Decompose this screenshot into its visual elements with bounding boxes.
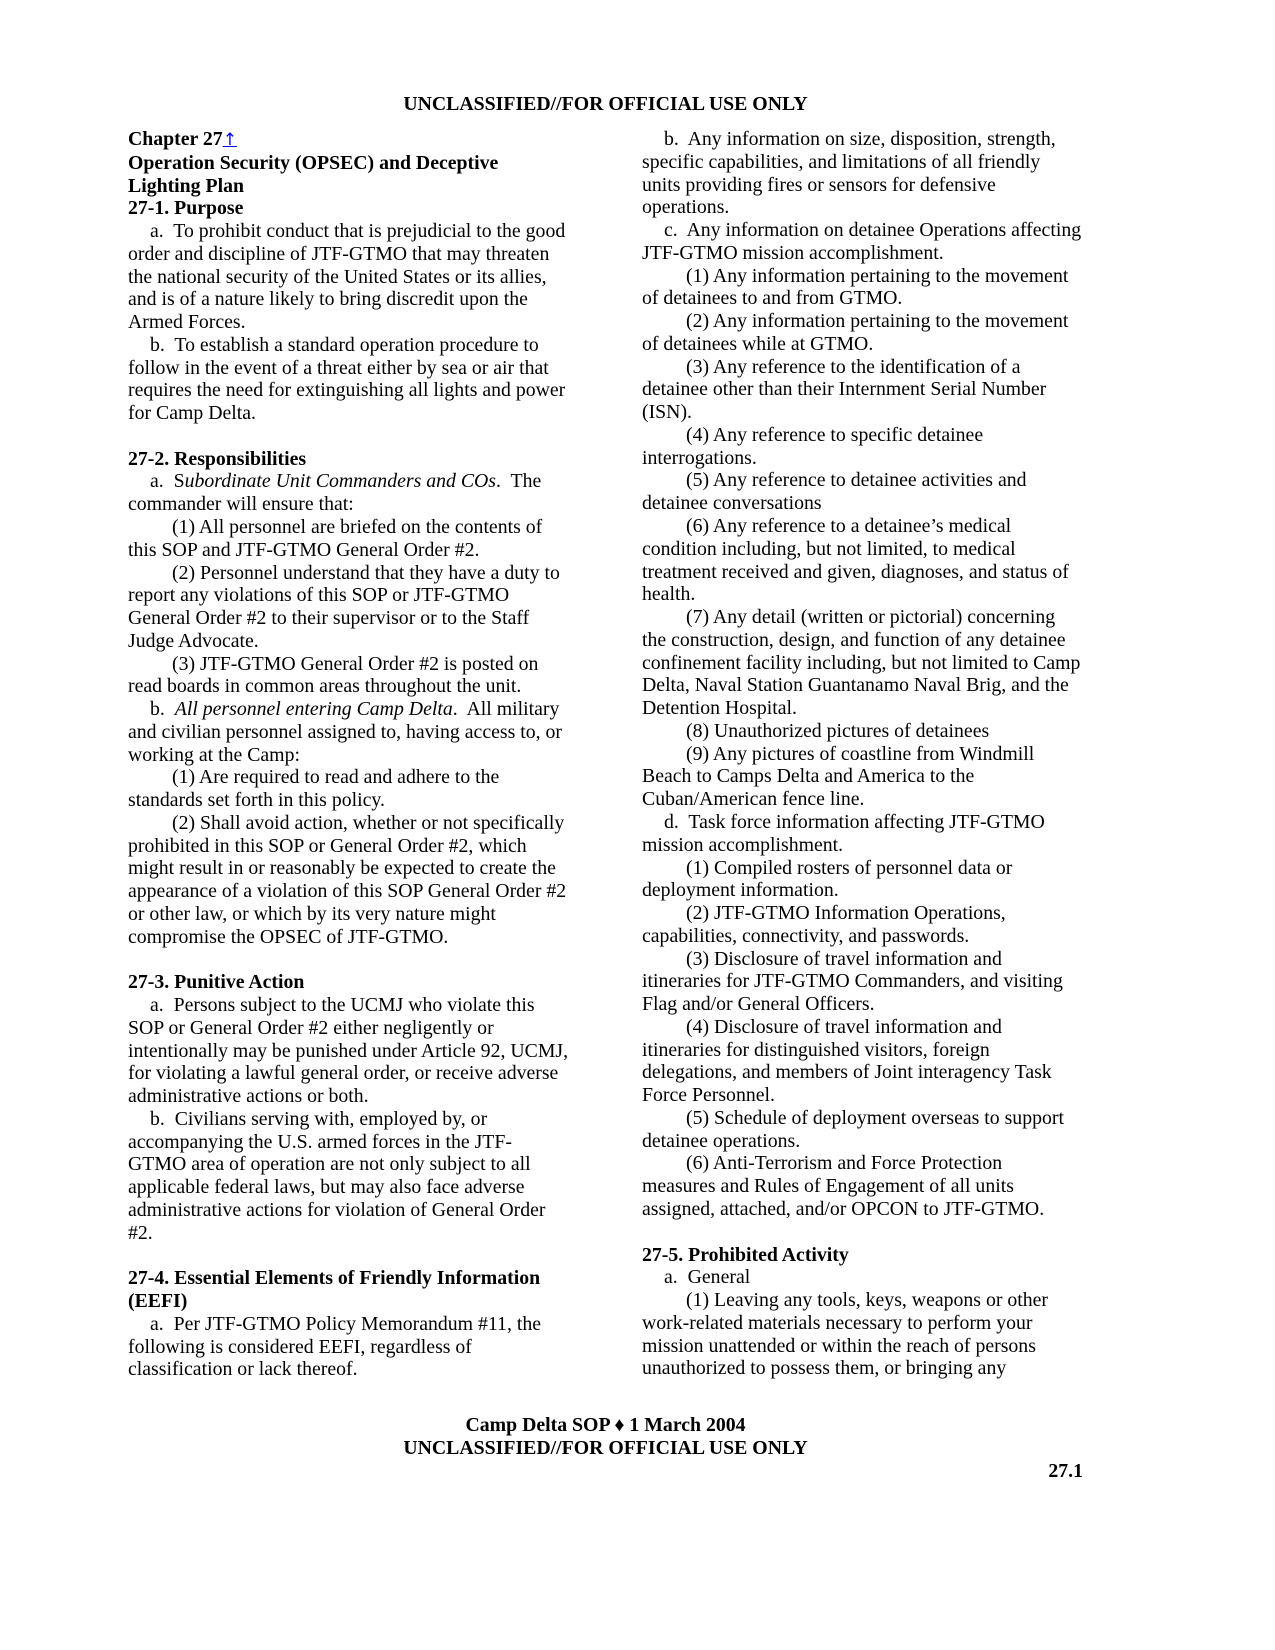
paragraph-27-2-a — [128, 470, 573, 516]
footer-document-title: Camp Delta SOP ♦ 1 March 2004 — [465, 1414, 746, 1436]
footer-classification: UNCLASSIFIED//FOR OFFICIAL USE ONLY — [403, 1436, 808, 1459]
paragraph-label: b. — [150, 698, 175, 721]
subparagraph-27-4-d-4: (4) Disclosure of travel information and itineraries for distinguished visitors, foreign delegations, and members of Joint interagency Task Force Personnel. — [642, 1015, 1052, 1107]
subparagraph-27-4-c-7: (7) Any detail (written or pictorial) concerning the construction, design, and function of any detainee confinement facility including, but not limited to Camp Delta, Naval Station Guantanamo Naval Brig, and the Detention Hospital. — [642, 606, 1081, 720]
subparagraph-27-4-d-1: (1) Compiled rosters of personnel data or deployment information. — [642, 856, 1013, 902]
subparagraph-27-4-c-5: (5) Any reference to detainee activities and detainee conversations — [642, 469, 1027, 515]
subparagraph-27-4-c-1: (1) Any information pertaining to the movement of detainees to and from GTMO. — [642, 264, 1069, 310]
paragraph-title: All personnel entering Camp Delta — [174, 698, 453, 721]
subparagraph-27-4-c-2: (2) Any information pertaining to the movement of detainees while at GTMO. — [642, 310, 1069, 355]
subparagraph-27-4-c-4: (4) Any reference to specific detainee interrogations. — [642, 423, 984, 469]
subparagraph-27-2-a-3: (3) JTF-GTMO General Order #2 is posted on read boards in common areas throughout the unit. — [128, 652, 539, 698]
subparagraph-27-4-c-3: (3) Any reference to the identification of a detainee other than their Internment Serial Number (ISN). — [642, 355, 1047, 424]
subparagraph-27-4-d-6: (6) Anti-Terrorism and Force Protection measures and Rules of Engagement of all units assigned, attached, and/or OPCON to JTF-GTMO. — [642, 1152, 1045, 1220]
paragraph-27-2-b — [128, 698, 573, 766]
paragraph-27-4-b: b. Any information on size, disposition, strength, specific capabilities, and limitations of all friendly units providing fires or sensors for defensive operations. — [642, 128, 1056, 219]
section-heading-27-4: 27-4. Essential Elements of Friendly Information (EEFI) — [128, 1267, 541, 1312]
paragraph-27-3-a: a. Persons subject to the UCMJ who violate this SOP or General Order #2 either negligently or intentionally may be punished under Article 92, UCMJ, for violating a lawful general order, or receive adverse administrative actions or both. — [128, 994, 569, 1108]
paragraph-label: a. S — [150, 470, 185, 493]
footer — [128, 1414, 1083, 1460]
page-number: 27.1 — [1048, 1459, 1083, 1482]
paragraph-text: . All military and civilian personnel assigned to, having access to, or working at the Camp: — [128, 698, 562, 766]
paragraph-text: . The commander will ensure that: — [128, 470, 542, 516]
paragraph-27-4-d: d. Task force information affecting JTF-GTMO mission accomplishment. — [642, 810, 1045, 856]
section-heading-27-2: 27-2. Responsibilities — [128, 447, 307, 470]
chapter-heading — [128, 128, 573, 152]
header-classification: UNCLASSIFIED//FOR OFFICIAL USE ONLY — [403, 93, 808, 115]
subparagraph-27-5-a-1: (1) Leaving any tools, keys, weapons or other work-related materials necessary to perform your mission unattended or within the reach of persons unauthorized to possess them, or bringing any — [642, 1289, 1049, 1380]
subparagraph-27-2-a-2: (2) Personnel understand that they have a duty to report any violations of this SOP or JTF-GTMO General Order #2 to their supervisor or to the Staff Judge Advocate. — [128, 561, 560, 652]
chapter-title: Operation Security (OPSEC) and Deceptive Lighting Plan — [128, 151, 499, 197]
subparagraph-27-2-b-1: (1) Are required to read and adhere to the standards set forth in this policy. — [128, 766, 500, 812]
subparagraph-27-4-d-2: (2) JTF-GTMO Information Operations, capabilities, connectivity, and passwords. — [642, 902, 1006, 947]
back-to-top-link[interactable]: ↑ — [222, 130, 237, 150]
right-column — [642, 128, 1087, 1380]
paragraph-27-1-a: a. To prohibit conduct that is prejudicial to the good order and discipline of JTF-GTMO that may threaten the national security of the United States or its allies, and is of a nature likely to bring discredit upon the Armed Forces. — [128, 220, 566, 334]
subparagraph-27-4-d-3: (3) Disclosure of travel information and itineraries for JTF-GTMO Commanders, and visiting Flag and/or General Officers. — [642, 947, 1063, 1016]
paragraph-27-4-c: c. Any information on detainee Operations affecting JTF-GTMO mission accomplishment. — [642, 219, 1082, 264]
left-column — [128, 128, 573, 1381]
chapter-number: Chapter 27 — [128, 128, 223, 150]
subparagraph-27-4-d-5: (5) Schedule of deployment overseas to support detainee operations. — [642, 1106, 1064, 1152]
paragraph-27-5-a: a. General — [664, 1266, 751, 1289]
subparagraph-27-2-b-2: (2) Shall avoid action, whether or not specifically prohibited in this SOP or General Order #2, which might result in or reasonably be expected to create the appearance of a violation of this SOP General Order #2 or other law, or which by its very nature might compromise the OPSEC of JTF-GTMO. — [128, 811, 567, 948]
section-heading-27-5: 27-5. Prohibited Activity — [642, 1243, 849, 1266]
paragraph-27-4-a: a. Per JTF-GTMO Policy Memorandum #11, the following is considered EEFI, regardless of classification or lack thereof. — [128, 1312, 541, 1381]
section-heading-27-1: 27-1. Purpose — [128, 197, 244, 220]
subparagraph-27-4-c-8: (8) Unauthorized pictures of detainees — [686, 719, 990, 742]
section-heading-27-3: 27-3. Punitive Action — [128, 971, 305, 994]
paragraph-title: ubordinate Unit Commanders and COs — [184, 470, 497, 493]
subparagraph-27-4-c-6: (6) Any reference to a detainee’s medical condition including, but not limited, to medical treatment received and given, diagnoses, and status of health. — [642, 515, 1069, 606]
paragraph-27-3-b: b. Civilians serving with, employed by, or accompanying the U.S. armed forces in the JTF- GTMO area of operation are not only subject to all applicable federal laws, but may also face adverse administrative actions for violation of General Order #2. — [128, 1107, 546, 1244]
subparagraph-27-4-c-9: (9) Any pictures of coastline from Windmill Beach to Camps Delta and America to the Cuban/American fence line. — [642, 742, 1035, 811]
paragraph-27-1-b: b. To establish a standard operation procedure to follow in the event of a threat either by sea or air that requires the need for extinguishing all lights and power for Camp Delta. — [128, 333, 566, 425]
subparagraph-27-2-a-1: (1) All personnel are briefed on the contents of this SOP and JTF-GTMO General Order #2. — [128, 516, 543, 561]
